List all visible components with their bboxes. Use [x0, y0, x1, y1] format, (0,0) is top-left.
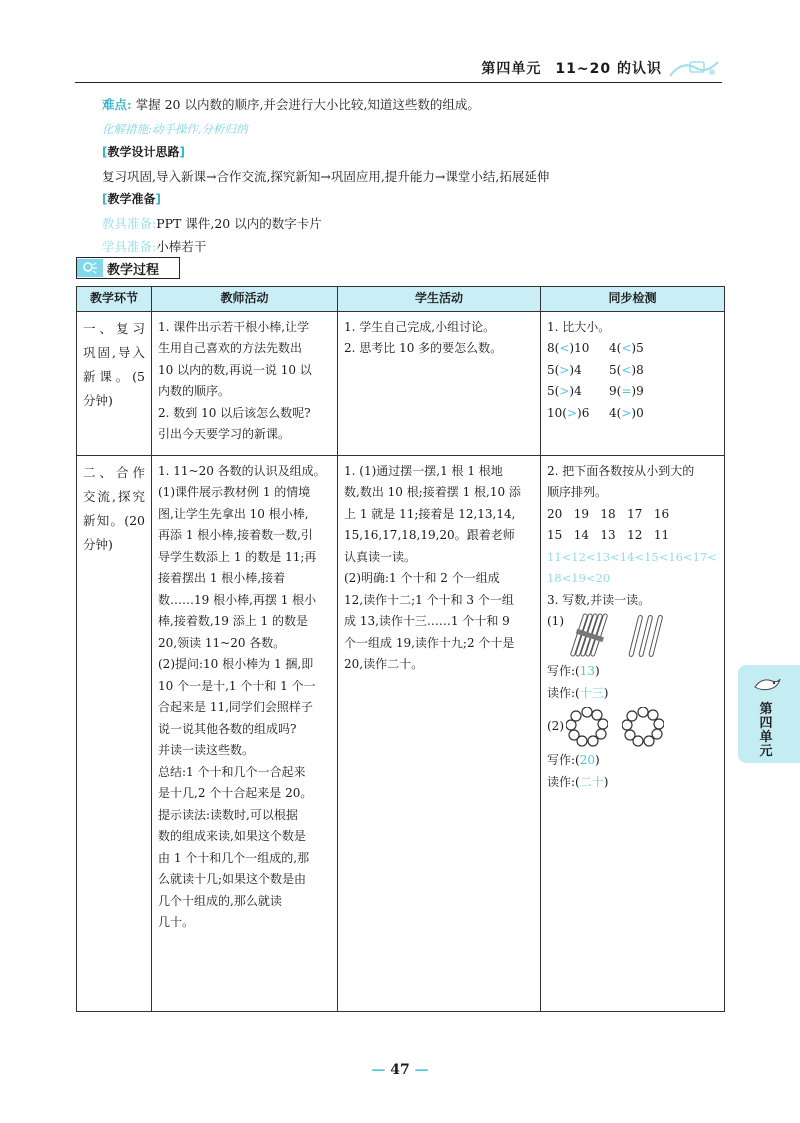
number-list: 20 19 18 17 16	[547, 506, 670, 521]
text-line: (2)提问:10 根小棒为 1 捆,即	[158, 657, 314, 671]
text-line: 数……19 根小棒,再摆 1 根小	[158, 592, 317, 607]
difficulty-label: 难点:	[102, 97, 132, 112]
header-topic: 11~20 的认识	[555, 61, 662, 77]
header-decoration-icon	[666, 56, 722, 80]
side-tab-text: 第四单元	[759, 702, 773, 759]
text-line: 总结:1 个十和几个一合起来	[158, 764, 306, 779]
text-line: 生用自己喜欢的方法先数出	[158, 341, 303, 355]
text-line: 1. 11~20 各数的认识及组成。	[158, 463, 326, 478]
col-header-student: 学生活动	[338, 287, 541, 312]
check-cell	[541, 311, 725, 455]
text-line: (1)课件展示教材例 1 的情境	[158, 485, 311, 499]
text-line: 是十几,2 个十合起来是 20。	[158, 786, 313, 800]
stick-bundle-icon	[568, 611, 612, 659]
order-answer: 18<19<20	[547, 571, 611, 585]
text-line: 1. 课件出示若干根小棒,让学	[158, 319, 310, 334]
text-line: 说一说其他各数的组成吗?	[158, 721, 297, 736]
read-answer-row: 读作:(二十)	[547, 774, 609, 789]
lesson-table	[76, 286, 725, 1012]
text-line: 数,数出 10 根;接着摆 1 根,10 添	[344, 485, 521, 499]
design-heading: 教学设计思路	[107, 145, 180, 159]
student-cell	[338, 311, 541, 455]
number-list: 15 14 13 12 11	[547, 528, 670, 542]
text-line: 几个十组成的,那么就读	[158, 893, 282, 908]
teacher-cell	[152, 311, 338, 455]
text-line: 10 以内的数,再说一说 10 以	[158, 362, 312, 377]
text-line: 导学生数添上 1 的数是 11;再	[158, 549, 317, 564]
text-line: 几十。	[158, 915, 195, 929]
text-line: 成 13,读作十三……1 个十和 9	[344, 614, 510, 628]
read-answer-row: 读作:(十三)	[547, 685, 609, 700]
stage-cell: 一、复习巩固,导入新课。(5分钟)	[77, 311, 152, 455]
text-line: 2. 思考比 10 多的要怎么数。	[344, 341, 503, 355]
write-answer-row: 写作:(20)	[547, 753, 600, 767]
text-line: 1. (1)通过摆一摆,1 根 1 根地	[344, 463, 503, 478]
col-header-check: 同步检测	[541, 287, 725, 312]
prep-heading: 教学准备	[107, 192, 156, 206]
part-label: (2)	[547, 719, 564, 734]
student-tools-label: 学具准备:	[102, 239, 157, 254]
text-line: 上 1 就是 11;接着是 12,13,14,	[344, 506, 516, 521]
compare-item: 8(<)10	[547, 341, 590, 355]
bird-icon	[752, 673, 782, 695]
text-line: 接着摆出 1 根小棒,接着	[158, 571, 286, 585]
prep-heading-row: [教学准备]	[102, 192, 161, 206]
text-line: 再添 1 根小棒,接着数一数,引	[158, 528, 313, 542]
teacher-cell	[152, 455, 338, 1011]
resolve-text: 化解措施:动手操作,分析归纳	[102, 121, 248, 136]
compare-item: 9(=)9	[609, 384, 644, 398]
table-row	[77, 311, 725, 455]
page-number: — 47 —	[371, 1062, 429, 1078]
header-title	[481, 58, 662, 78]
text-line: 数的组成来读,如果这个数是	[158, 829, 306, 843]
text-line: 图,让学生先拿出 10 根小棒,	[158, 506, 309, 521]
text-line: 并读一读这些数。	[158, 743, 255, 757]
text-line: 20,读作二十。	[344, 657, 424, 671]
student-tools-row	[102, 235, 722, 259]
stage-cell: 二、合作交流,探究新知。(20分钟)	[77, 455, 152, 1011]
text-line: 15,16,17,18,19,20。跟着老师	[344, 528, 515, 542]
col-header-teacher: 教师活动	[152, 287, 338, 312]
teacher-tools-row	[102, 212, 722, 236]
text-line: 提示读法:读数时,可以根据	[158, 807, 298, 822]
compare-item: 4(<)5	[609, 341, 644, 355]
compare-item: 5(>)4	[547, 384, 582, 398]
text-line: 个一组成 19,读作十九;2 个十是	[344, 635, 515, 650]
resolve-row	[102, 117, 722, 142]
text-line: 顺序排列。	[547, 485, 608, 499]
text-line: 棒,接着数,19 添上 1 的数是	[158, 614, 308, 628]
difficulty-text: 掌握 20 以内数的顺序,并会进行大小比较,知道这些数的组成。	[135, 97, 480, 112]
text-line: 2. 把下面各数按从小到大的	[547, 463, 695, 478]
compare-item: 5(>)4	[547, 362, 582, 377]
text-line: 合起来是 11,同学们会照样子	[158, 700, 313, 714]
table-row	[77, 455, 725, 1011]
page-header	[75, 56, 722, 83]
header-unit: 第四单元	[481, 61, 542, 77]
text-line: 认真读一读。	[344, 549, 417, 564]
text-line: 内数的顺序。	[158, 384, 231, 398]
design-heading-row: [教学设计思路]	[102, 145, 185, 159]
difficulty-row	[102, 93, 722, 117]
intro-section	[102, 93, 722, 259]
unit-side-tab	[738, 665, 800, 763]
compare-grid	[547, 338, 718, 424]
sticks-figure-row	[547, 611, 718, 661]
text-line: 20,领读 11~20 各数。	[158, 635, 286, 650]
compare-item: 5(<)8	[609, 362, 644, 377]
bulb-icon	[77, 259, 103, 277]
check-title: 1. 比大小。	[547, 319, 611, 334]
single-sticks-icon	[626, 611, 666, 659]
write-answer-row: 写作:(13)	[547, 664, 600, 678]
text-line: 么就读十几;如果这个数是由	[158, 872, 307, 886]
col-header-stage: 教学环节	[77, 287, 152, 312]
part-label: (1)	[547, 614, 564, 628]
check-cell	[541, 455, 725, 1011]
teacher-tools-text: PPT 课件,20 以内的数字卡片	[156, 215, 322, 231]
bead-ring-icon	[566, 707, 608, 747]
compare-item: 10(>)6	[547, 405, 590, 420]
design-text: 复习巩固,导入新课→合作交流,探究新知→巩固应用,提升能力→课堂小结,拓展延伸	[102, 168, 550, 184]
order-answer: 11<12<13<14<15<16<17<	[547, 549, 717, 564]
page-number-value: 47	[390, 1062, 410, 1078]
process-title	[76, 257, 180, 279]
bead-ring-icon	[622, 707, 664, 747]
text-line: 12,读作十二;1 个十和 3 个一组	[344, 592, 514, 607]
text-line: 1. 学生自己完成,小组讨论。	[344, 319, 496, 334]
text-line: 10 个一是十,1 个十和 1 个一	[158, 678, 316, 693]
student-cell	[338, 455, 541, 1011]
student-tools-text: 小棒若干	[156, 239, 207, 254]
table-header-row	[77, 287, 725, 312]
beads-figure-row	[547, 704, 718, 750]
text-line: 2. 数到 10 以后该怎么数呢?	[158, 405, 311, 420]
text-line: 3. 写数,并读一读。	[547, 592, 651, 607]
text-line: 由 1 个十和几个一组成的,那	[158, 850, 310, 865]
process-title-text: 教学过程	[107, 262, 160, 278]
text-line: 引出今天要学习的新课。	[158, 427, 291, 441]
teacher-tools-label: 教具准备:	[102, 215, 157, 231]
compare-item: 4(>)0	[609, 405, 644, 420]
text-line: (2)明确:1 个十和 2 个一组成	[344, 571, 500, 585]
